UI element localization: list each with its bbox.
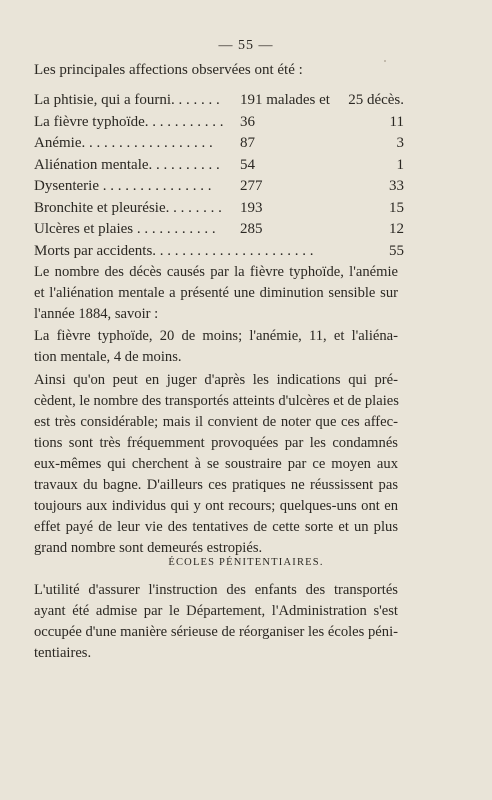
row-malades: 193: [240, 199, 263, 216]
table-row: [34, 221, 404, 243]
row-deces: 25 décès.: [348, 92, 404, 108]
row-label: Bronchite et pleurésie. . . . . . . .: [34, 199, 222, 216]
row-deces: 1: [396, 156, 404, 173]
row-label: Morts par accidents. . . . . . . . . . . . . . . . . . . . . .: [34, 242, 314, 259]
row-malades: 54: [240, 156, 255, 173]
table-row: [34, 92, 404, 114]
text-line: occupée d'une manière sérieuse de réorganiser les écoles péni-: [34, 624, 398, 640]
text-line: effet payé de leur vie des tentatives de cette sorte et un plus: [34, 519, 398, 535]
paragraph-diminution: [34, 326, 398, 368]
row-deces: 12: [389, 221, 404, 237]
text-line: Le nombre des décès causés par la fièvre typhoïde, l'anémie: [34, 264, 398, 280]
text-line: eux-mêmes qui cherchent à se soustraire par ce moyen aux: [34, 456, 398, 472]
row-label: Aliénation mentale. . . . . . . . . .: [34, 156, 220, 173]
row-malades: 277: [240, 178, 263, 194]
text-line: Ainsi qu'on peut en juger d'après les indications qui pré-: [34, 372, 398, 388]
table-row: [34, 135, 404, 157]
paragraph-ulceres: [34, 370, 398, 559]
text-line: est très considérable; mais il convient de noter que ces affec-: [34, 414, 398, 430]
row-malades: 87: [240, 135, 255, 151]
text-line: toujours aux individus qui y ont recours; quelques-uns ont en: [34, 498, 398, 514]
row-deces: 15: [389, 199, 404, 216]
row-deces: 55: [389, 242, 404, 259]
text-line: tions sont très fréquemment provoquées par les condamnés: [34, 435, 398, 451]
text-line: La fièvre typhoïde, 20 de moins; l'anémie, 11, et l'aliéna-: [34, 328, 398, 344]
section-heading: ÉCOLES PÉNITENTIAIRES.: [168, 557, 324, 568]
row-malades: 36: [240, 113, 255, 130]
table-row: [34, 157, 404, 179]
affections-table: [34, 92, 404, 264]
table-row: [34, 243, 404, 265]
paragraph-ecoles: [34, 580, 398, 664]
row-deces: 3: [396, 135, 404, 151]
text-line: cèdent, le nombre des transportés atteints d'ulcères et de plaies: [34, 393, 399, 409]
row-deces: 33: [389, 178, 404, 194]
row-deces: 11: [389, 113, 404, 130]
table-row: [34, 178, 404, 200]
paragraph-deces: [34, 262, 398, 325]
row-label: La phtisie, qui a fourni. . . . . . .: [34, 92, 220, 108]
row-label: La fièvre typhoïde. . . . . . . . . . .: [34, 113, 224, 130]
text-line: ayant été admise par le Département, l'Administration s'est: [34, 603, 398, 619]
text-line: L'utilité d'assurer l'instruction des enfants des transportés: [34, 582, 398, 598]
text-line: et l'aliénation mentale a présenté une diminution sensible sur: [34, 285, 398, 301]
text-line: tion mentale, 4 de moins.: [34, 349, 182, 365]
text-line: l'année 1884, savoir :: [34, 306, 159, 322]
row-malades: 285: [240, 221, 263, 237]
row-label: Ulcères et plaies . . . . . . . . . . .: [34, 221, 216, 237]
text-line: grand nombre sont demeurés estropiés.: [34, 540, 263, 556]
text-line: tentiaires.: [34, 645, 92, 661]
row-malades: 191 malades et: [240, 92, 330, 108]
page-number: — 55 —: [218, 38, 274, 53]
row-label: Anémie. . . . . . . . . . . . . . . . . .: [34, 135, 213, 151]
table-row: [34, 114, 404, 136]
table-row: [34, 200, 404, 222]
intro-line: Les principales affections observées ont été :: [34, 62, 303, 78]
text-line: travaux du bagne. D'ailleurs ces pratiques ne réussissent pas: [34, 477, 398, 493]
row-label: Dysenterie . . . . . . . . . . . . . . .: [34, 178, 212, 194]
paper-spot: [384, 60, 386, 62]
